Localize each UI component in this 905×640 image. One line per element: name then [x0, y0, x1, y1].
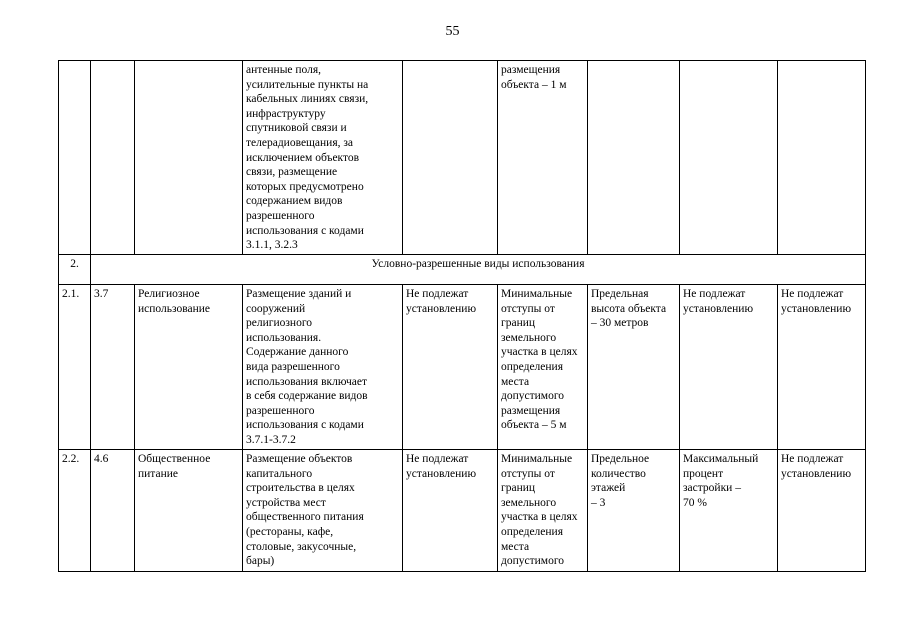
cell-min-size	[403, 61, 498, 255]
cell-height: Предельное количество этажей – 3	[588, 450, 680, 572]
cell-coverage: Не подлежат установлению	[680, 285, 778, 450]
cell-min-size: Не подлежат установлению	[403, 285, 498, 450]
cell-use-name: Общественное питание	[135, 450, 243, 572]
cell-code: 4.6	[91, 450, 135, 572]
cell-height	[588, 61, 680, 255]
cell-min-size: Не подлежат установлению	[403, 450, 498, 572]
cell-code	[91, 61, 135, 255]
section-row	[59, 255, 866, 285]
cell-other: Не подлежат установлению	[778, 285, 866, 450]
cell-description: Размещение зданий и сооружений религиозного использования. Содержание данного вида разрешенного использования включает в себя содержание видов разрешенного использования с кодами 3.7.1-3.7.2	[243, 285, 403, 450]
cell-setbacks: Минимальные отступы от границ земельного участка в целях определения места допустимого размещения объекта – 5 м	[498, 285, 588, 450]
section-number: 2.	[59, 255, 91, 285]
cell-other: Не подлежат установлению	[778, 450, 866, 572]
cell-num: 2.1.	[59, 285, 91, 450]
cell-coverage	[680, 61, 778, 255]
cell-coverage: Максимальный процент застройки – 70 %	[680, 450, 778, 572]
cell-use-name: Религиозное использование	[135, 285, 243, 450]
cell-num: 2.2.	[59, 450, 91, 572]
cell-use-name	[135, 61, 243, 255]
table-row	[59, 450, 866, 572]
regulations-table	[58, 60, 866, 572]
cell-description: антенные поля, усилительные пункты на кабельных линиях связи, инфраструктуру спутниковой связи и телерадиовещания, за исключением объектов связи, размещение которых предусмотрено содержанием видов разрешенного использования с кодами 3.1.1, 3.2.3	[243, 61, 403, 255]
continuation-row	[59, 61, 866, 255]
cell-description: Размещение объектов капитального строительства в целях устройства мест общественного питания (рестораны, кафе, столовые, закусочные, бары)	[243, 450, 403, 572]
cell-setbacks: Минимальные отступы от границ земельного участка в целях определения места допустимого	[498, 450, 588, 572]
cell-num	[59, 61, 91, 255]
cell-setbacks: размещения объекта – 1 м	[498, 61, 588, 255]
page-number: 55	[445, 24, 460, 39]
table-row	[59, 285, 866, 450]
section-title: Условно-разрешенные виды использования	[91, 255, 866, 285]
cell-height: Предельная высота объекта – 30 метров	[588, 285, 680, 450]
cell-code: 3.7	[91, 285, 135, 450]
cell-other	[778, 61, 866, 255]
